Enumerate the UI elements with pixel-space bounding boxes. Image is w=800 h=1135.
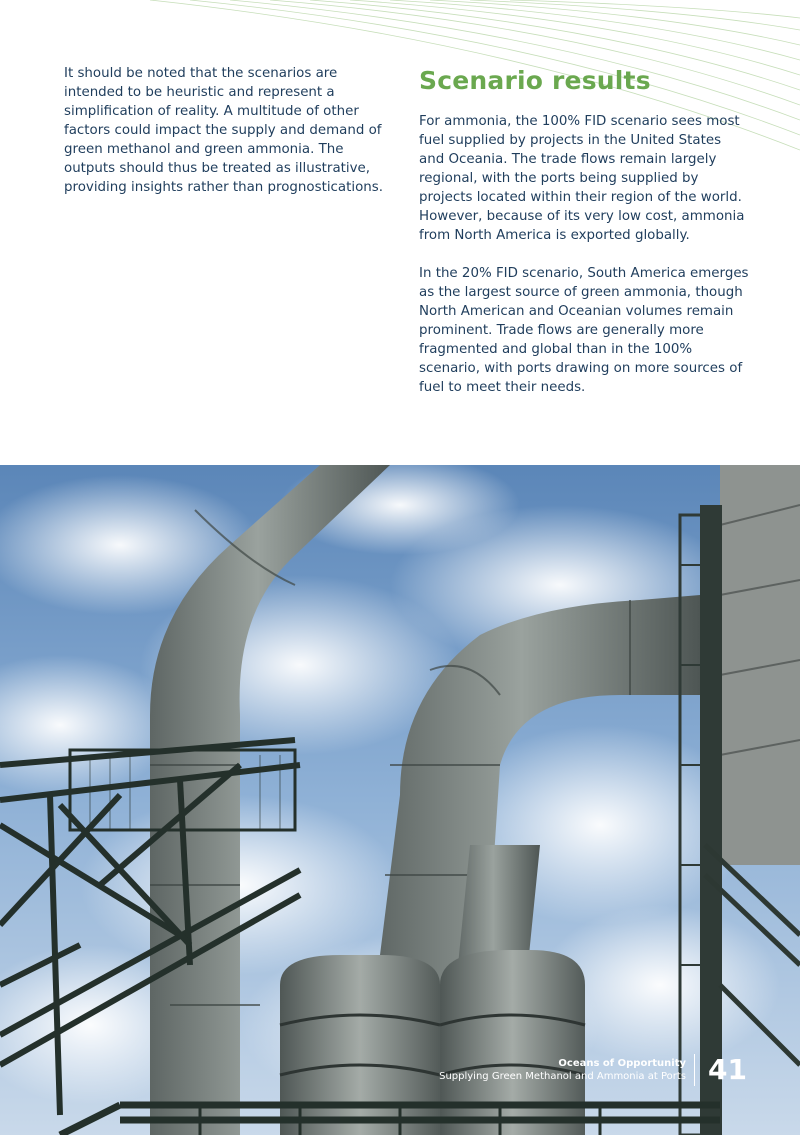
intro-paragraph: It should be noted that the scenarios are intended to be heuristic and represent a simplification of reality. A multitude of other factors could impact the supply and demand of green methanol and green ammonia. The outputs should thus be treated as illustrative, providing insights rather than prognostications. — [64, 66, 384, 195]
footer-publication — [439, 1057, 686, 1083]
footer-title: Oceans of Opportunity — [558, 1058, 686, 1069]
page-number-divider — [694, 1054, 695, 1086]
paragraph-ammonia-20: In the 20% FID scenario, South America emerges as the largest source of green ammonia, though North American and Oceanian volumes remain prominent. Trade flows are generally more fragmented and global than in the 100% scenario, with ports drawing on more sources of fuel to meet their needs. — [419, 266, 749, 395]
page-number: 41 — [708, 1053, 747, 1086]
paragraph-ammonia-100: For ammonia, the 100% FID scenario sees most fuel supplied by projects in the United States and Oceania. The trade flows remain largely regional, with the ports being supplied by projects located within their region of the world. However, because of its very low cost, ammonia from North America is exported globally. — [419, 114, 745, 243]
scenario-results-section — [419, 64, 749, 397]
section-heading: Scenario results — [419, 66, 651, 95]
industrial-pipes-photo — [0, 465, 800, 1135]
footer-subtitle: Supplying Green Methanol and Ammonia at Ports — [439, 1071, 686, 1082]
